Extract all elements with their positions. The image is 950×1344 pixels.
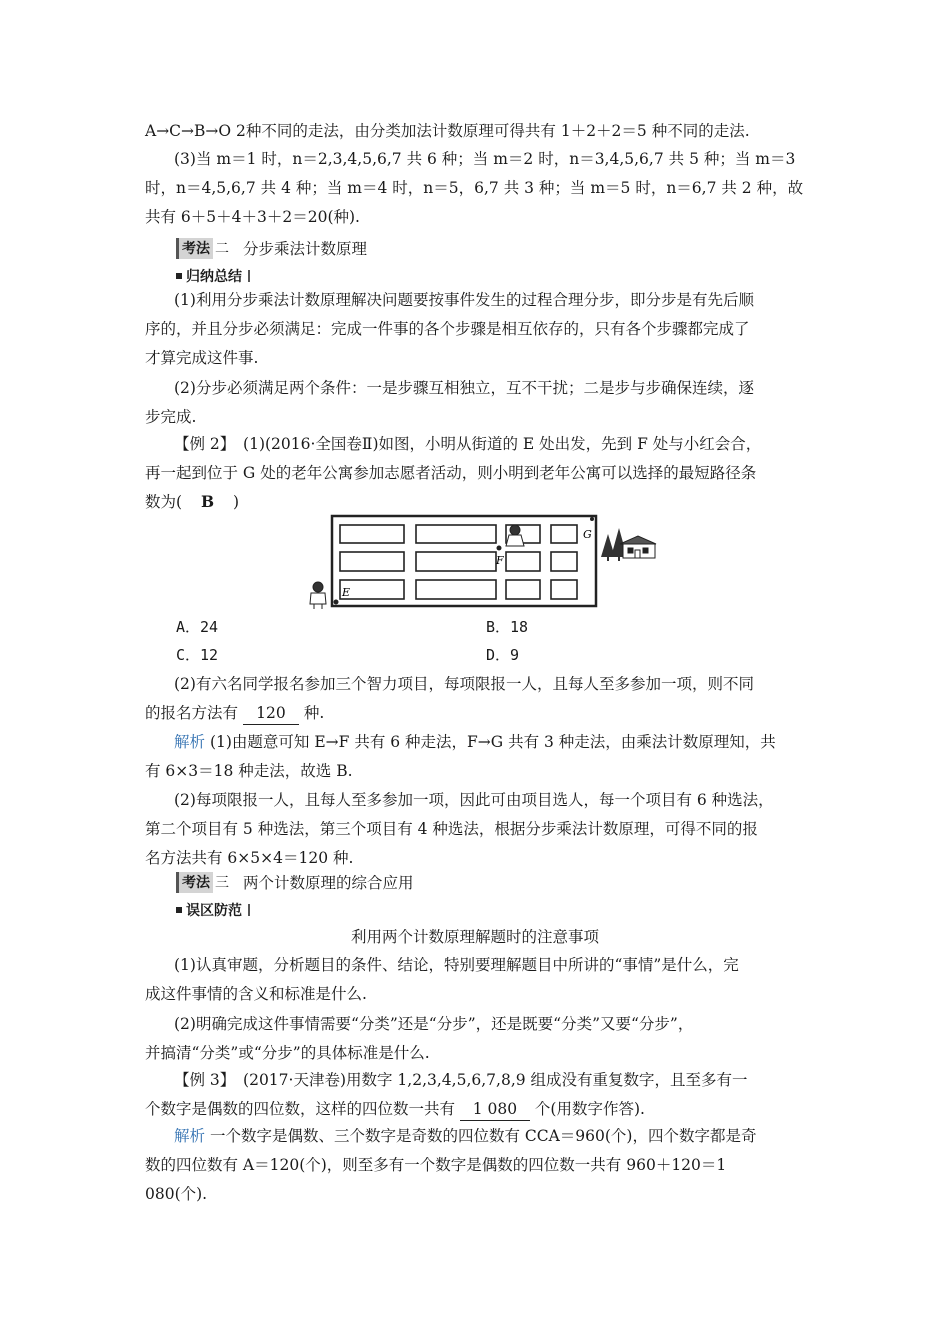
text-line: (1)认真审题，分析题目的条件、结论，特别要理解题目中所讲的“事情”是什么，完	[174, 956, 739, 974]
text-line: (2)每项限报一人，且每人至多参加一项，因此可由项目选人，每一个项目有 6 种选法，	[174, 791, 774, 809]
answer-line	[145, 702, 324, 725]
kaofa-label: 考法	[176, 238, 213, 259]
text-line: 再一起到位于 G 处的老年公寓参加志愿者活动，则小明到老年公寓可以选择的最短路径条	[145, 464, 757, 482]
point-F	[497, 546, 502, 551]
text-line: 共有 6＋5＋4＋3＋2＝20(种).	[145, 208, 360, 226]
bar-icon	[248, 904, 250, 916]
jiexi-label: 解析	[174, 733, 206, 751]
tag-label: 归纳总结	[186, 269, 242, 285]
solution-line	[174, 1125, 756, 1147]
section-title: 两个计数原理的综合应用	[243, 874, 414, 892]
question-text: )	[233, 493, 240, 511]
question-text: 数为(	[145, 493, 183, 511]
answer-line	[145, 491, 239, 513]
text-line: 名方法共有 6×5×4＝120 种.	[145, 849, 354, 867]
mistake-tag	[176, 900, 250, 920]
boy-figure-icon	[310, 582, 326, 609]
section-number: 二	[215, 241, 229, 257]
jiexi-label: 解析	[174, 1127, 206, 1145]
option-C: C．12	[176, 646, 219, 664]
label-G: G	[583, 528, 592, 541]
kaofa-label: 考法	[176, 872, 213, 893]
option-D: D．9	[486, 646, 520, 664]
section-title: 分步乘法计数原理	[243, 240, 368, 258]
text-line: 并搞清“分类”或“分步”的具体标准是什么.	[145, 1044, 430, 1062]
text-line: 080(个).	[145, 1185, 208, 1203]
text-line: 【例 3】 (2017·天津卷)用数字 1,2,3,4,5,6,7,8,9 组成没有重复数字，且至多有一	[174, 1071, 748, 1089]
text-line: 第二个项目有 5 种选法，第三个项目有 4 种选法，根据分步乘法计数原理，可得不同的报	[145, 820, 758, 838]
option-A: A．24	[176, 618, 219, 636]
street-map-figure	[298, 512, 663, 610]
text-line: 数的四位数有 A＝120(个)，则至多有一个数字是偶数的四位数一共有 960＋120＝1	[145, 1156, 727, 1174]
house-icon	[620, 536, 656, 558]
question-text: 种.	[303, 704, 325, 722]
answer-blank: 120	[243, 702, 299, 725]
question-text: 个(用数字作答).	[534, 1100, 645, 1118]
text-line: (3)当 m＝1 时，n＝2,3,4,5,6,7 共 6 种；当 m＝2 时，n＝3,4,5,6,7 共 5 种；当 m＝3	[174, 150, 796, 168]
text-line: (2)有六名同学报名参加三个智力项目，每项限报一人，且每人至多参加一项，则不同	[174, 675, 754, 693]
solution-line	[174, 731, 776, 753]
section-heading-3	[176, 870, 414, 894]
answer-blank: 1 080	[460, 1098, 530, 1121]
point-G	[590, 517, 594, 521]
text-line: 时，n＝4,5,6,7 共 4 种；当 m＝4 时，n＝5，6,7 共 3 种；当 m＝5 时，n＝6,7 共 2 种，故	[145, 179, 804, 197]
text-line: A→C→B→O 2种不同的走法，由分类加法计数原理可得共有 1＋2＋2＝5 种不同的走法.	[145, 122, 750, 140]
text-line: 才算完成这件事.	[145, 349, 259, 367]
text-line: (2)分步必须满足两个条件：一是步骤互相独立，互不干扰；二是步与步确保连续，逐	[174, 379, 754, 397]
label-E: E	[342, 586, 351, 599]
text-line: (2)明确完成这件事情需要“分类”还是“分步”，还是既要“分类”又要“分步”，	[174, 1015, 694, 1033]
summary-tag	[176, 266, 250, 286]
section-heading-2	[176, 236, 367, 260]
option-B: B．18	[486, 618, 529, 636]
point-E	[334, 600, 339, 605]
solution-text: 一个数字是偶数、三个数字是奇数的四位数有 CCA＝960(个)，四个数字都是奇	[209, 1127, 757, 1145]
centered-subtitle: 利用两个计数原理解题时的注意事项	[350, 928, 599, 946]
text-line: 成这件事情的含义和标准是什么.	[145, 985, 367, 1003]
square-bullet-icon	[176, 273, 182, 279]
answer-value: B	[201, 492, 215, 511]
solution-text: (1)由题意可知 E→F 共有 6 种走法，F→G 共有 3 种走法，由乘法计数原理知，共	[209, 733, 776, 751]
text-line: 步完成.	[145, 408, 197, 426]
text-line: (1)利用分步乘法计数原理解决问题要按事件发生的过程合理分步，即分步是有先后顺	[174, 291, 754, 309]
label-F: F	[496, 554, 504, 567]
tag-label: 误区防范	[186, 903, 242, 919]
question-text: 的报名方法有	[145, 704, 239, 722]
square-bullet-icon	[176, 907, 182, 913]
text-line: 有 6×3＝18 种走法，故选 B.	[145, 762, 353, 780]
answer-line	[145, 1098, 645, 1121]
question-text: 个数字是偶数的四位数，这样的四位数一共有	[145, 1100, 456, 1118]
section-number: 三	[215, 875, 229, 891]
text-line: 【例 2】 (1)(2016·全国卷Ⅱ)如图，小明从街道的 E 处出发，先到 F 处与小红会合，	[174, 435, 762, 453]
text-line: 序的，并且分步必须满足：完成一件事的各个步骤是相互依存的，只有各个步骤都完成了	[145, 320, 750, 338]
bar-icon	[248, 270, 250, 282]
